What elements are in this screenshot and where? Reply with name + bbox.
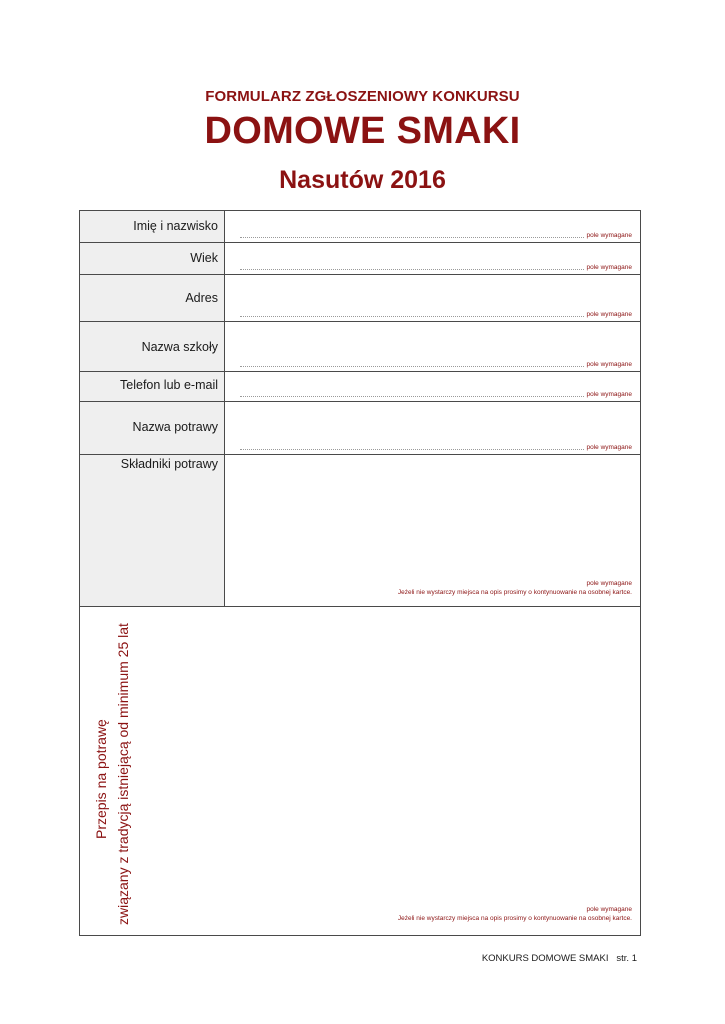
field-label-age: Wiek [190, 251, 218, 265]
required-note: pole wymagane [586, 391, 632, 398]
dish-name-input-line[interactable] [240, 449, 584, 450]
required-note: pole wymagane [586, 906, 632, 913]
name-input-line[interactable] [240, 237, 584, 238]
required-note: pole wymagane [586, 264, 632, 271]
field-row-age [80, 243, 640, 275]
field-row-name [80, 211, 640, 243]
continuation-note: Jeżeli nie wystarczy miejsca na opis prosimy o kontynuowanie na osobnej kartce. [397, 915, 632, 922]
field-label-dish-name: Nazwa potrawy [132, 420, 218, 434]
field-row-dish-name [80, 402, 640, 455]
field-label-cell [80, 243, 225, 274]
required-note: pole wymagane [586, 444, 632, 451]
form-subtitle: FORMULARZ ZGŁOSZENIOWY KONKURSU [205, 88, 520, 105]
field-label-address: Adres [185, 291, 218, 305]
field-row-ingredients[interactable] [80, 455, 640, 607]
recipe-area[interactable] [80, 607, 640, 935]
recipe-label-line1: Przepis na potrawę [93, 719, 109, 839]
field-label-school: Nazwa szkoły [141, 340, 218, 354]
contact-input-line[interactable] [240, 396, 584, 397]
field-label-name: Imię i nazwisko [133, 219, 218, 233]
address-input-line[interactable] [240, 316, 584, 317]
field-label-contact: Telefon lub e-mail [120, 378, 218, 392]
field-row-contact [80, 372, 640, 402]
field-label-cell [80, 402, 225, 454]
field-label-cell [80, 372, 225, 401]
required-note: pole wymagane [586, 311, 632, 318]
recipe-label-line2: związany z tradycją istniejącą od minimum 25 lat [115, 623, 131, 925]
age-input-line[interactable] [240, 269, 584, 270]
application-form [79, 210, 641, 936]
continuation-note: Jeżeli nie wystarczy miejsca na opis prosimy o kontynuowanie na osobnej kartce. [397, 589, 632, 596]
page-footer: KONKURS DOMOWE SMAKI str. 1 [481, 953, 637, 964]
required-note: pole wymagane [586, 361, 632, 368]
place-year: Nasutów 2016 [279, 166, 446, 194]
required-note: pole wymagane [586, 580, 632, 587]
field-label-ingredients: Składniki potrawy [120, 457, 218, 471]
field-label-cell [80, 211, 225, 242]
contest-title: DOMOWE SMAKI [204, 110, 521, 152]
field-row-address [80, 275, 640, 322]
field-row-school [80, 322, 640, 372]
field-label-cell [80, 275, 225, 321]
school-input-line[interactable] [240, 366, 584, 367]
field-label-cell [80, 322, 225, 371]
field-label-cell [80, 455, 225, 606]
required-note: pole wymagane [586, 232, 632, 239]
recipe-label [92, 619, 142, 925]
